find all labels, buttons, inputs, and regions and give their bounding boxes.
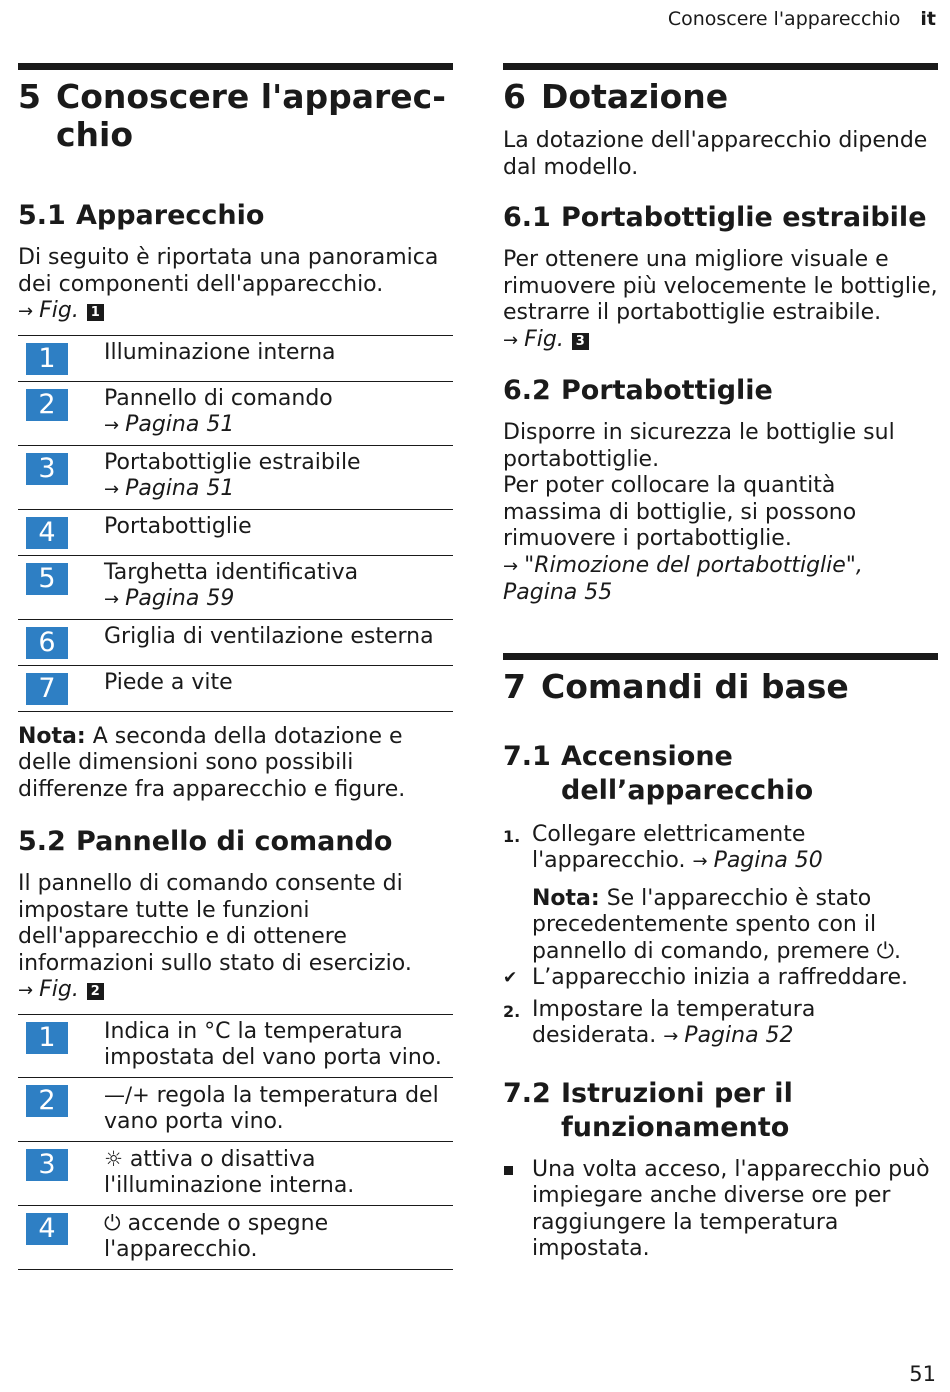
figure-ref-3[interactable]: → Fig. 3 (503, 327, 938, 355)
table-row: 4 Portabottiglie (18, 509, 453, 555)
table-row: 2 —/+ regola la temperatura del vano porta vino. (18, 1077, 453, 1141)
item-number-badge: 1 (26, 343, 68, 375)
step-1: 1. Collegare elettricamente l'apparecchio. → Pagina 50 (503, 821, 823, 873)
section-6-2-text-1: Disporre in sicurezza le bottiglie sul portabottiglie. (503, 420, 895, 472)
table-row: 1 Illuminazione interna (18, 335, 453, 381)
right-column (503, 63, 938, 1263)
table-row: 6 Griglia di ventilazione esterna (18, 619, 453, 665)
note-5-1: Nota: A seconda della dotazione e delle dimensioni sono possibili differenze fra apparecchio e figure. (18, 723, 406, 802)
section-7-1-heading: 7.1 Accensione dell’apparecchio (503, 740, 814, 806)
chapter-7-heading: 7 Comandi di base (503, 666, 849, 706)
result-line: ✔ L’apparecchio inizia a raffreddare. (503, 965, 908, 990)
figure-ref-2[interactable]: → Fig. 2 (18, 977, 453, 1005)
running-header (668, 8, 936, 30)
item-number-badge: 4 (26, 517, 68, 549)
appliance-legend-table (18, 335, 453, 712)
arrow-icon: → (18, 301, 34, 322)
item-number-badge: 1 (26, 1022, 68, 1054)
steps-list (503, 997, 938, 1051)
item-number-badge: 5 (26, 563, 68, 595)
section-6-1-heading: 6.1 Portabottiglie estraibile (503, 202, 927, 233)
item-number-badge: 2 (26, 389, 68, 421)
item-number-badge: 3 (26, 453, 68, 485)
steps-list (503, 822, 938, 876)
item-number-badge: 7 (26, 673, 68, 705)
table-row: 5 Targhetta identificativa → Pagina 59 (18, 555, 453, 619)
section-6-2-heading: 6.2 Portabottiglie (503, 375, 773, 406)
control-panel-legend-table (18, 1014, 453, 1270)
check-icon: ✔ (503, 968, 518, 988)
table-row: 3 ☼ attiva o disattiva l'illuminazione interna. (18, 1141, 453, 1205)
arrow-icon: → (503, 329, 519, 351)
section-7-2-heading: 7.2 Istruzioni per il funzionamento (503, 1077, 793, 1143)
item-number-badge: 3 (26, 1149, 68, 1181)
header-title: Conoscere l'apparecchio (667, 8, 901, 30)
page-link[interactable]: → Pagina 51 (104, 476, 235, 501)
table-row: 2 Pannello di comando → Pagina 51 (18, 381, 453, 445)
figure-number-badge: 2 (87, 983, 104, 1000)
section-5-1-heading: 5.1 Apparecchio (18, 200, 265, 231)
chapter-rule (503, 63, 938, 70)
table-row: 7 Piede a vite (18, 665, 453, 711)
section-5-2-intro: Il pannello di comando consente di impostare tutte le funzioni dell'apparecchio e di ottenere informazioni sullo stato di esercizio. (18, 871, 412, 976)
removal-link[interactable]: → "Rimozione del portabottiglie", Pagina 55 (503, 552, 863, 605)
item-number-badge: 2 (26, 1085, 68, 1117)
chapter-rule (18, 63, 453, 70)
item-number-badge: 4 (26, 1213, 68, 1245)
note-7-1: Nota: Se l'apparecchio è stato precedentemente spento con il pannello di comando, premere ⏻. (532, 885, 901, 964)
left-column (18, 63, 453, 1270)
bullet-item: Una volta acceso, l'apparecchio può impiegare anche diverse ore per raggiungere la temperatura impostata. (503, 1157, 938, 1263)
table-row: 4 ⏻ accende o spegne l'apparecchio. (18, 1205, 453, 1269)
figure-number-badge: 3 (572, 333, 589, 350)
light-icon: ☼ (104, 1146, 123, 1171)
language-code: it (920, 8, 936, 30)
page-link[interactable]: → Pagina 50 (692, 848, 823, 873)
power-icon: ⏻ (104, 1210, 121, 1235)
page-link[interactable]: → Pagina 59 (104, 586, 235, 611)
chapter-rule (503, 653, 938, 660)
arrow-icon: → (18, 980, 34, 1001)
section-5-2-heading: 5.2 Pannello di comando (18, 826, 393, 857)
bullet-square-icon (504, 1166, 513, 1175)
step-2: 2. Impostare la temperatura desiderata. → Pagina 52 (503, 996, 816, 1048)
page-link[interactable]: → Pagina 51 (104, 412, 235, 437)
chapter-6-intro: La dotazione dell'apparecchio dipende dal modello. (503, 128, 928, 180)
table-row: 1 Indica in °C la temperatura impostata del vano porta vino. (18, 1014, 453, 1077)
minus-plus-icon: —/+ (104, 1082, 150, 1107)
section-6-2-text-2: Per poter collocare la quantità massima di bottiglie, si possono rimuovere i portabottiglie. (503, 473, 857, 551)
section-6-1-text: Per ottenere una migliore visuale e rimuovere più velocemente le bottiglie, estrarre il portabottiglie estraibile. (503, 247, 938, 325)
figure-ref-1[interactable]: → Fig. 1 (18, 298, 453, 326)
chapter-5-heading: 5 Conoscere l'apparec-chio (18, 77, 446, 154)
page-link[interactable]: → Pagina 52 (663, 1023, 794, 1048)
chapter-6-heading: 6 Dotazione (503, 77, 729, 116)
table-row: 3 Portabottiglie estraibile → Pagina 51 (18, 445, 453, 509)
page-number: 51 (909, 1362, 936, 1386)
section-5-1-intro: Di seguito è riportata una panoramica dei componenti dell'apparecchio. (18, 245, 439, 297)
power-icon: ⏻ (876, 938, 894, 964)
arrow-icon: → (503, 555, 519, 577)
item-number-badge: 6 (26, 627, 68, 659)
figure-number-badge: 1 (87, 304, 104, 321)
